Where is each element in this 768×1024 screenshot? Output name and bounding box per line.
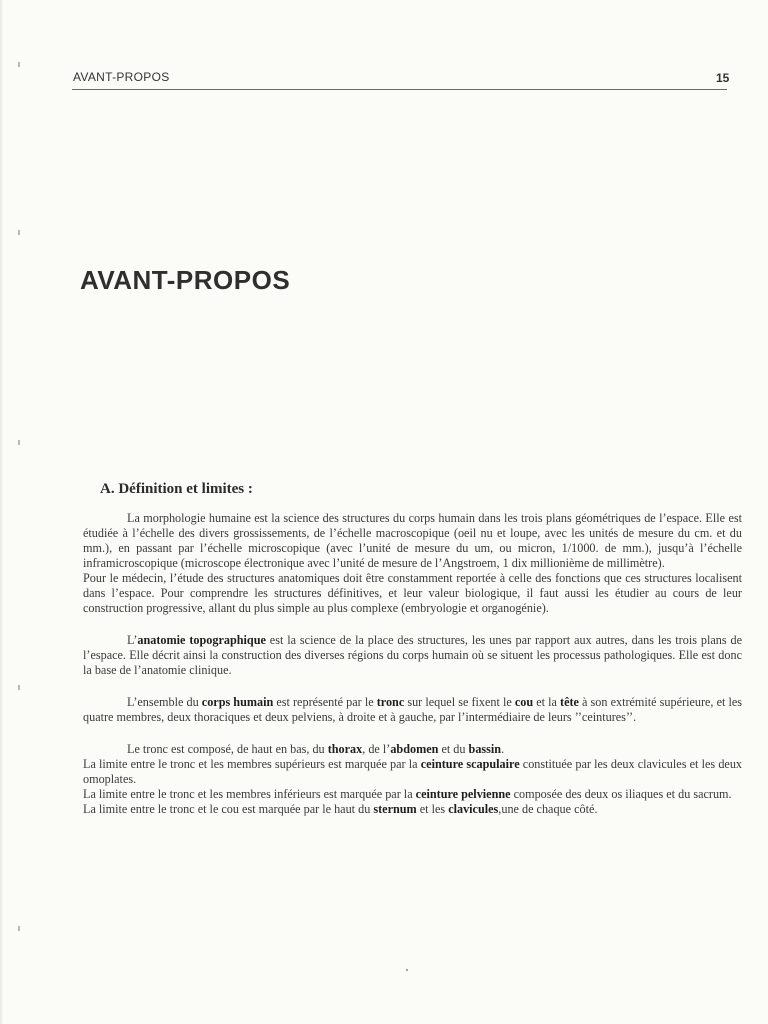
paragraph-ceinture-pelvienne bbox=[83, 787, 742, 802]
text-run: L’ensemble du bbox=[127, 695, 202, 709]
binding-mark bbox=[18, 926, 20, 931]
binding-mark bbox=[18, 685, 20, 690]
paragraph-medecin: Pour le médecin, l’étude des structures anatomiques doit être constamment reportée à celle des fonctions que ces structures localisent dans l’espace. Pour comprendre les structures définitives, et leur valeur biologique, il faut aussi les étudier au cours de leur construction progressive, allant du plus simple au plus complexe (embryologie et organogénie). bbox=[83, 571, 742, 615]
page-number: 15 bbox=[716, 71, 730, 85]
text-run: et les bbox=[416, 802, 449, 816]
text-run: composée des deux os iliaques et du sacrum. bbox=[510, 787, 732, 801]
bold-term: anatomie topographique bbox=[137, 633, 266, 647]
bold-term: bassin bbox=[468, 742, 502, 756]
text-run: à son extrémité supérieure, et les quatre membres, deux thoraciques et deux pelviens, à droite et à gauche, par l’intermédiaire de leurs ’’ceintures’’. bbox=[83, 695, 742, 724]
paragraph-corps-humain bbox=[83, 695, 742, 725]
paragraph-anatomie-topographique bbox=[83, 633, 742, 678]
text-run: et la bbox=[533, 695, 561, 709]
paragraph-morphologie: La morphologie humaine est la science des structures du corps humain dans les trois plans géométriques de l’espace. Elle est étudiée à l’échelle des divers grossissements, de l’échelle macroscopique (oeil nu et loupe, avec les unités de mesure du cm. et du mm.), en passant par l’échelle microscopique (avec l’unité de mesure du um, ou micron, 1/1000. de mm.), jusqu’à l’échelle inframicroscopique (microscope électronique avec l’unité de mesure de l’Angstroem, 1 dix millionième de millimètre). bbox=[83, 511, 742, 570]
text-run: , de l’ bbox=[362, 742, 391, 756]
bold-term: thorax bbox=[327, 742, 363, 756]
binding-mark bbox=[18, 230, 20, 235]
paper-speck bbox=[406, 969, 408, 971]
binding-mark bbox=[18, 62, 20, 67]
bold-term: abdomen bbox=[390, 742, 439, 756]
bold-term: sternum bbox=[373, 802, 417, 816]
bold-term: tronc bbox=[376, 695, 405, 709]
body-text bbox=[83, 511, 742, 817]
binding-mark bbox=[18, 440, 20, 445]
text-run: La limite entre le tronc et le cou est marquée par le haut du bbox=[83, 802, 374, 816]
text-run: . bbox=[501, 742, 505, 756]
bold-term: ceinture scapulaire bbox=[420, 757, 520, 771]
text-run: et du bbox=[438, 742, 469, 756]
text-run: ,une de chaque côté. bbox=[498, 802, 598, 816]
text-run: est représenté par le bbox=[273, 695, 377, 709]
text-run: est la science de la place des structures, les unes par rapport aux autres, dans les trois plans de l’espace. Elle décrit ainsi la construction des diverses régions du corps humain où se situent les processus pathologiques. Elle est donc la base de l’anatomie clinique. bbox=[83, 633, 742, 677]
paragraph-limite-cou bbox=[83, 802, 742, 817]
text-run: constituée par les deux clavicules et les deux omoplates. bbox=[83, 757, 743, 786]
running-header-title: AVANT-PROPOS bbox=[73, 70, 170, 84]
text-run: La limite entre le tronc et les membres inférieurs est marquée par la bbox=[83, 787, 416, 801]
paragraph-ceinture-scapulaire bbox=[83, 757, 742, 787]
bold-term: corps humain bbox=[201, 695, 274, 709]
chapter-title: AVANT-PROPOS bbox=[80, 265, 291, 295]
bold-term: tête bbox=[560, 695, 579, 709]
header-rule bbox=[72, 89, 727, 90]
text-run: La limite entre le tronc et les membres supérieurs est marquée par la bbox=[83, 757, 421, 771]
section-heading: A. Définition et limites : bbox=[100, 481, 253, 497]
paragraph-tronc bbox=[83, 742, 742, 757]
page-spine-shadow bbox=[0, 0, 3, 1024]
text-run: sur lequel se fixent le bbox=[404, 695, 515, 709]
bold-term: cou bbox=[514, 695, 534, 709]
bold-term: clavicules bbox=[448, 802, 499, 816]
text-run: Le tronc est composé, de haut en bas, du bbox=[127, 742, 328, 756]
bold-term: ceinture pelvienne bbox=[415, 787, 511, 801]
text-run: L’ bbox=[127, 633, 138, 647]
